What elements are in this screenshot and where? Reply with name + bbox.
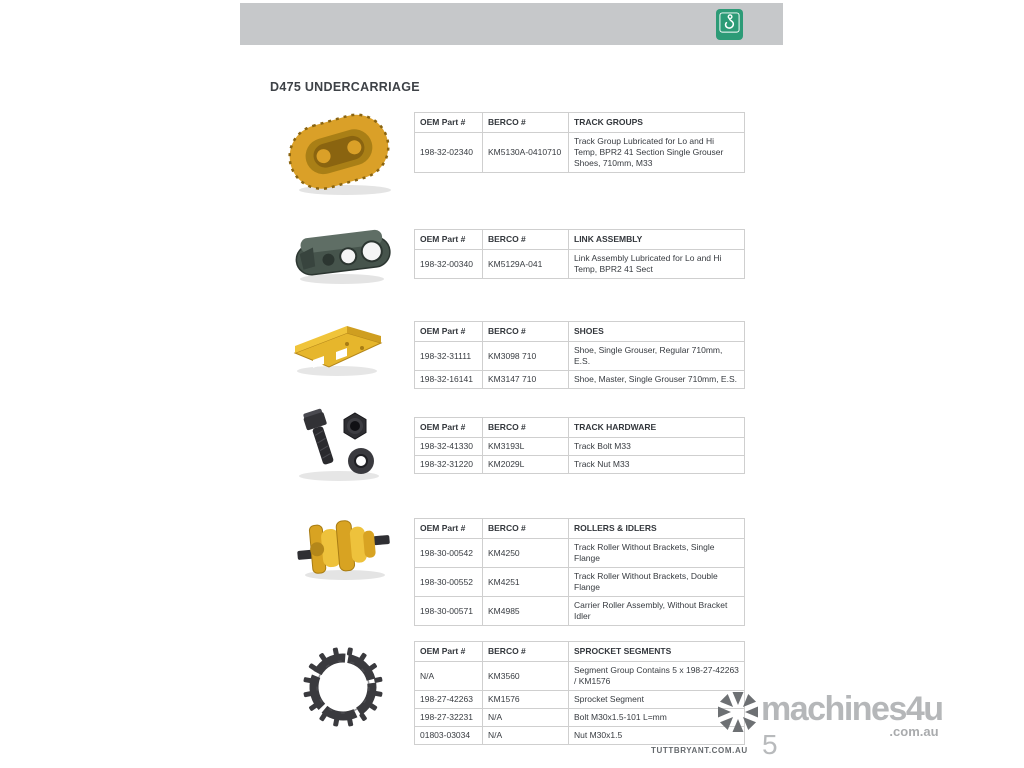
header-row <box>415 230 745 250</box>
table-row <box>415 342 745 371</box>
header-row <box>415 418 745 438</box>
description-cell: Link Assembly Lubricated for Lo and Hi Temp, BPR2 41 Sect <box>569 250 745 279</box>
table-row <box>415 691 745 709</box>
parts-table <box>414 641 745 745</box>
oem-part-cell: 198-32-16141 <box>415 371 483 389</box>
page-number: 5 <box>762 729 778 760</box>
table-row <box>415 133 745 173</box>
col-header-oem: OEM Part # <box>415 113 483 133</box>
sprocket-segments-table-host <box>414 641 745 745</box>
berco-cell: KM3193L <box>483 438 569 456</box>
table-row <box>415 662 745 691</box>
track-roller-image <box>295 511 392 588</box>
description-cell: Track Roller Without Brackets, Single Flange <box>569 539 745 568</box>
watermark <box>718 692 943 739</box>
oem-part-cell: N/A <box>415 662 483 691</box>
link-assembly-image <box>292 221 394 292</box>
table-row <box>415 709 745 727</box>
col-header-category: SHOES <box>569 322 745 342</box>
shoes-table-host <box>414 321 745 389</box>
parts-table <box>414 229 745 279</box>
oem-part-cell: 198-30-00542 <box>415 539 483 568</box>
link-assembly-table-host <box>414 229 745 279</box>
col-header-category: TRACK GROUPS <box>569 113 745 133</box>
description-cell: Track Nut M33 <box>569 456 745 474</box>
header-row <box>415 519 745 539</box>
oem-part-cell: 198-32-02340 <box>415 133 483 173</box>
berco-cell: KM5130A-0410710 <box>483 133 569 173</box>
col-header-berco: BERCO # <box>483 322 569 342</box>
watermark-suffix: .com.au <box>889 724 939 739</box>
col-header-oem: OEM Part # <box>415 519 483 539</box>
header-bar <box>240 3 783 45</box>
table-row <box>415 438 745 456</box>
col-header-oem: OEM Part # <box>415 418 483 438</box>
col-header-oem: OEM Part # <box>415 230 483 250</box>
table-row <box>415 250 745 279</box>
description-cell: Track Group Lubricated for Lo and Hi Temp, BPR2 41 Section Single Grouser Shoes, 710mm, M33 <box>569 133 745 173</box>
track-hardware-table-host <box>414 417 745 474</box>
col-header-category: LINK ASSEMBLY <box>569 230 745 250</box>
table-row <box>415 568 745 597</box>
col-header-berco: BERCO # <box>483 113 569 133</box>
berco-cell: KM4985 <box>483 597 569 626</box>
footer-site: TUTTBRYANT.COM.AU <box>651 746 748 755</box>
table-row <box>415 727 745 745</box>
oem-part-cell: 01803-03034 <box>415 727 483 745</box>
berco-cell: KM5129A-041 <box>483 250 569 279</box>
description-cell: Bolt M30x1.5-101 L=mm <box>569 709 745 727</box>
page-title: D475 UNDERCARRIAGE <box>270 80 420 94</box>
oem-part-cell: 198-32-31111 <box>415 342 483 371</box>
track-group-image <box>283 110 398 203</box>
berco-cell: N/A <box>483 727 569 745</box>
description-cell: Sprocket Segment <box>569 691 745 709</box>
col-header-berco: BERCO # <box>483 418 569 438</box>
table-row <box>415 456 745 474</box>
col-header-category: TRACK HARDWARE <box>569 418 745 438</box>
col-header-berco: BERCO # <box>483 642 569 662</box>
oem-part-cell: 198-30-00571 <box>415 597 483 626</box>
brand-logo <box>716 9 743 40</box>
star-arrows-icon <box>718 692 758 737</box>
header-row <box>415 322 745 342</box>
col-header-berco: BERCO # <box>483 519 569 539</box>
rollers-idlers-table-host <box>414 518 745 626</box>
parts-table <box>414 321 745 389</box>
col-header-category: SPROCKET SEGMENTS <box>569 642 745 662</box>
col-header-oem: OEM Part # <box>415 642 483 662</box>
berco-cell: KM2029L <box>483 456 569 474</box>
berco-cell: KM3147 710 <box>483 371 569 389</box>
berco-cell: KM4250 <box>483 539 569 568</box>
berco-cell: KM1576 <box>483 691 569 709</box>
crane-hook-icon <box>718 10 741 40</box>
oem-part-cell: 198-32-00340 <box>415 250 483 279</box>
berco-cell: KM3098 710 <box>483 342 569 371</box>
berco-cell: KM4251 <box>483 568 569 597</box>
col-header-category: ROLLERS & IDLERS <box>569 519 745 539</box>
bolt-nut-washer-image <box>291 404 388 489</box>
watermark-brand: machines4u <box>761 690 943 728</box>
parts-table <box>414 417 745 474</box>
header-row <box>415 113 745 133</box>
berco-cell: KM3560 <box>483 662 569 691</box>
track-shoe-image <box>287 317 389 384</box>
col-header-oem: OEM Part # <box>415 322 483 342</box>
parts-table <box>414 518 745 626</box>
sprocket-segments-image <box>297 641 389 736</box>
oem-part-cell: 198-30-00552 <box>415 568 483 597</box>
description-cell: Shoe, Master, Single Grouser 710mm, E.S. <box>569 371 745 389</box>
description-cell: Segment Group Contains 5 x 198-27-42263 / KM1576 <box>569 662 745 691</box>
description-cell: Track Roller Without Brackets, Double Flange <box>569 568 745 597</box>
col-header-berco: BERCO # <box>483 230 569 250</box>
track-groups-table-host <box>414 112 745 173</box>
description-cell: Shoe, Single Grouser, Regular 710mm, E.S. <box>569 342 745 371</box>
oem-part-cell: 198-27-32231 <box>415 709 483 727</box>
header-row <box>415 642 745 662</box>
table-row <box>415 371 745 389</box>
oem-part-cell: 198-27-42263 <box>415 691 483 709</box>
oem-part-cell: 198-32-41330 <box>415 438 483 456</box>
table-row <box>415 539 745 568</box>
table-row <box>415 597 745 626</box>
description-cell: Nut M30x1.5 <box>569 727 745 745</box>
description-cell: Carrier Roller Assembly, Without Bracket Idler <box>569 597 745 626</box>
oem-part-cell: 198-32-31220 <box>415 456 483 474</box>
parts-table <box>414 112 745 173</box>
description-cell: Track Bolt M33 <box>569 438 745 456</box>
berco-cell: N/A <box>483 709 569 727</box>
